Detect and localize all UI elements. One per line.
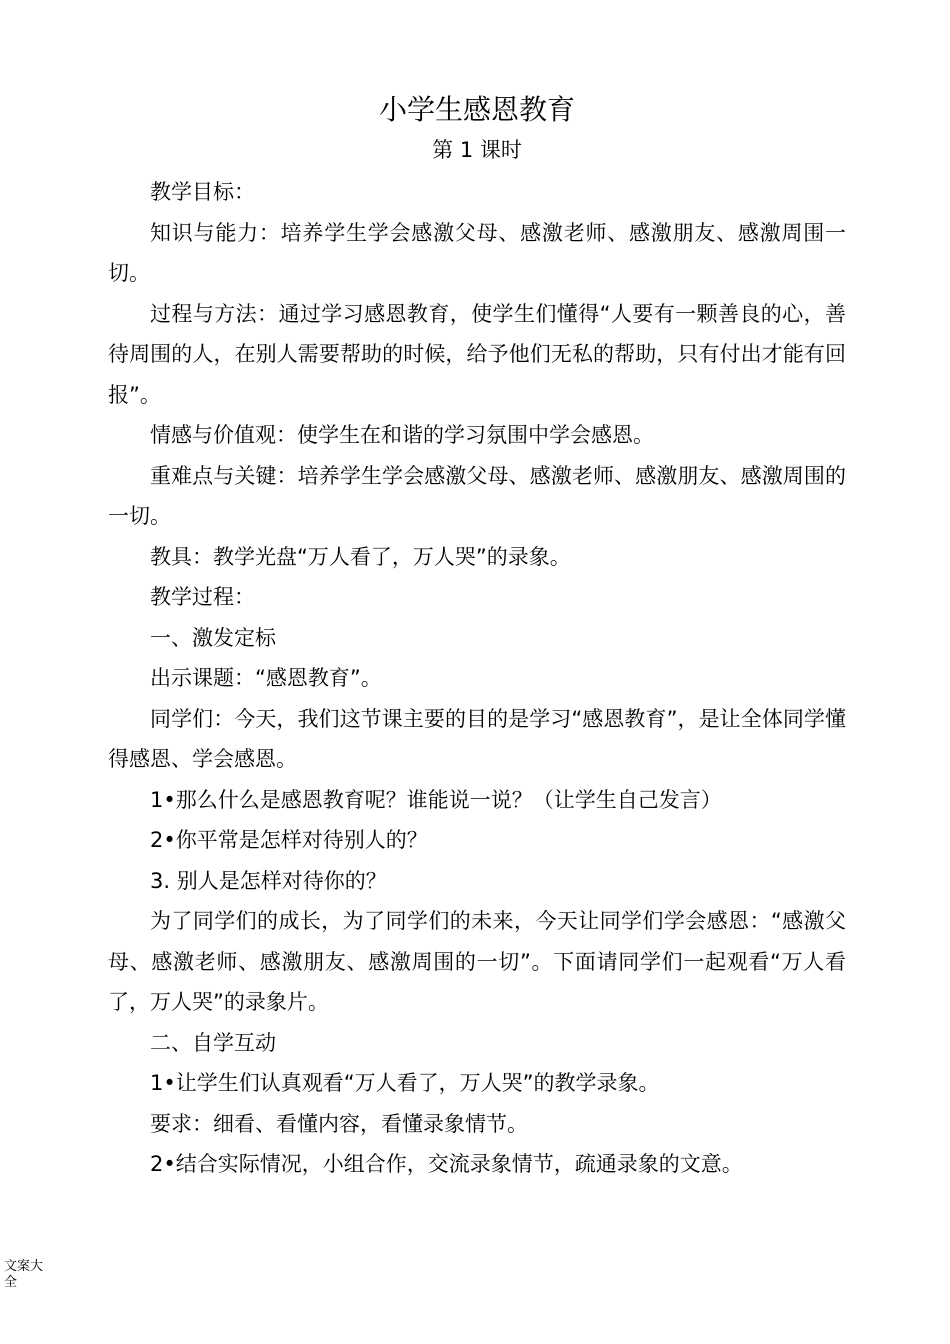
document-title: 小学生感恩教育 bbox=[378, 93, 575, 126]
paragraph-teaching-aids: 教具：教学光盘“万人看了，万人哭”的录象。 bbox=[150, 544, 571, 569]
list-item-question-3: 3. 别人是怎样对待你的？ bbox=[150, 868, 387, 893]
paragraph-objectives-heading: 教学目标： bbox=[150, 180, 255, 204]
section-heading-2: 二、自学互动 bbox=[150, 1030, 276, 1055]
paragraph-emotion-values: 情感与价值观：使学生在和谐的学习氛围中学会感恩。 bbox=[150, 423, 654, 447]
list-item-activity-2: 2•结合实际情况，小组合作，交流录象情节，疏通录象的文意。 bbox=[150, 1152, 743, 1176]
document-page bbox=[108, 88, 846, 1185]
paragraph-purpose: 为了同学们的成长，为了同学们的未来，今天让同学们学会感恩：“感激父母、感激老师、感激朋友、感激周围的一切”。下面请同学们一起观看“万人看了，万人哭”的录象片。 bbox=[108, 909, 846, 1014]
list-item-question-1: 1•那么什么是感恩教育呢？谁能说一说？（让学生自己发言） bbox=[150, 787, 722, 812]
section-heading-1: 一、激发定标 bbox=[150, 625, 276, 650]
paragraph-show-topic: 出示课题：“感恩教育”。 bbox=[150, 666, 382, 690]
footer-watermark-text: 文案大全 bbox=[4, 1259, 44, 1290]
document-subtitle: 第 1 课时 bbox=[432, 138, 522, 162]
list-item-question-2: 2•你平常是怎样对待别人的？ bbox=[150, 828, 428, 852]
paragraph-key-points: 重难点与关键：培养学生学会感激父母、感激老师、感激朋友、感激周围的一切。 bbox=[108, 463, 846, 528]
paragraph-process-method: 过程与方法：通过学习感恩教育，使学生们懂得“人要有一颗善良的心，善待周围的人，在别人需要帮助的时候，给予他们无私的帮助，只有付出才能有回报”。 bbox=[108, 301, 846, 407]
paragraph-requirements: 要求：细看、看懂内容，看懂录象情节。 bbox=[150, 1111, 528, 1136]
list-item-activity-1: 1•让学生们认真观看“万人看了，万人哭”的教学录象。 bbox=[150, 1071, 660, 1095]
paragraph-process-heading: 教学过程： bbox=[150, 585, 255, 609]
paragraph-knowledge-ability: 知识与能力：培养学生学会感激父母、感激老师、感激朋友、感激周围一切。 bbox=[108, 220, 846, 285]
paragraph-intro: 同学们：今天，我们这节课主要的目的是学习“感恩教育”，是让全体同学懂得感恩、学会感恩。 bbox=[108, 706, 846, 771]
